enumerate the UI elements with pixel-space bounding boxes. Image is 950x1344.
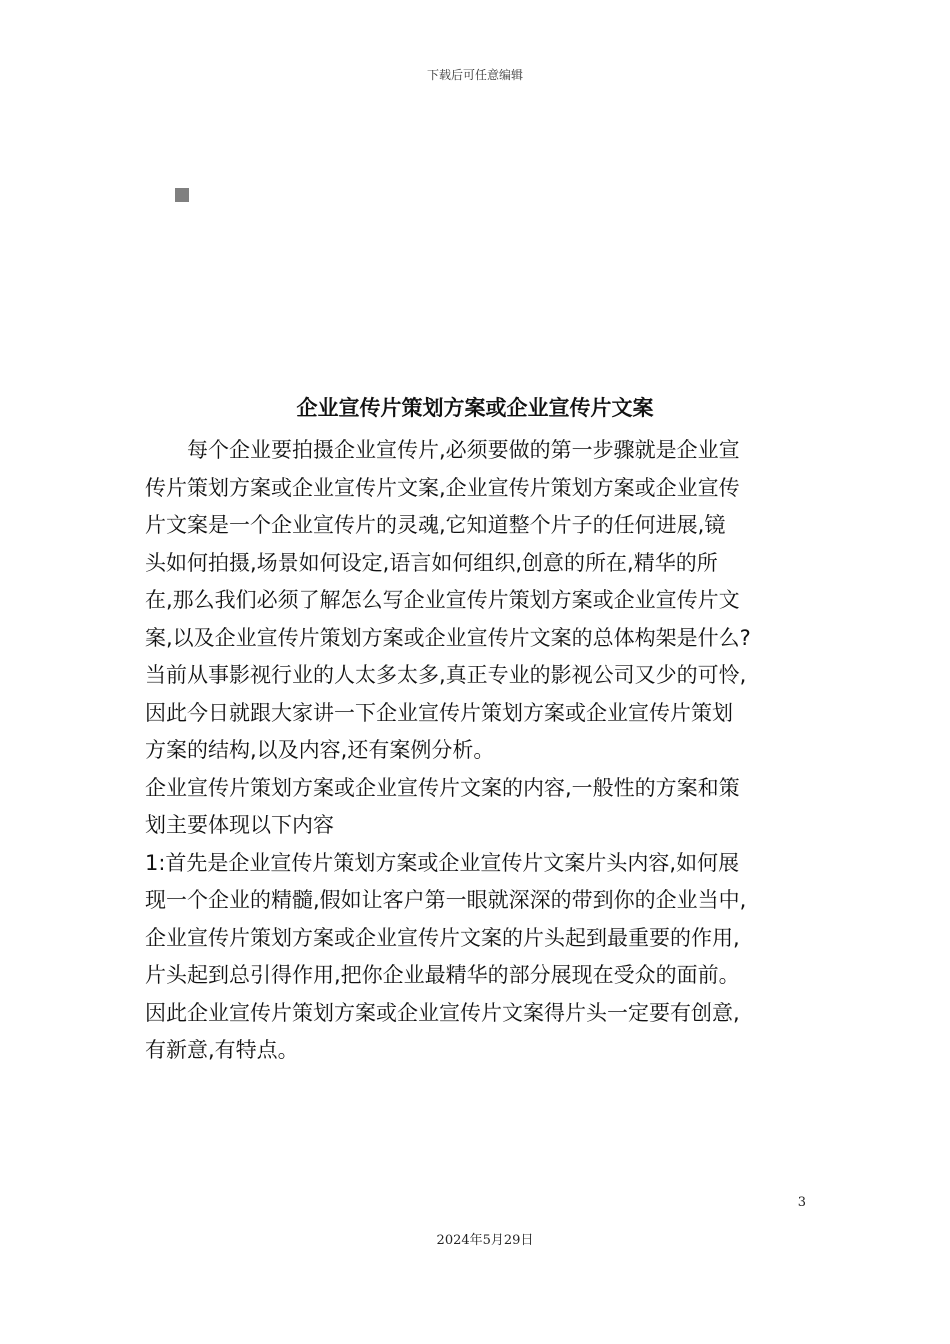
- text-line: 1:首先是企业宣传片策划方案或企业宣传片文案片头内容,如何展: [145, 850, 740, 875]
- text-line: 企业宣传片策划方案或企业宣传片文案的内容,一般性的方案和策: [145, 775, 740, 800]
- text-line: 案,以及企业宣传片策划方案或企业宣传片文案的总体构架是什么?: [145, 625, 751, 650]
- text-line: 片头起到总引得作用,把你企业最精华的部分展现在受众的面前。: [145, 963, 740, 987]
- text-line: 因此企业宣传片策划方案或企业宣传片文案得片头一定要有创意,: [145, 1000, 740, 1025]
- text-line: 因此今日就跟大家讲一下企业宣传片策划方案或企业宣传片策划: [145, 700, 733, 725]
- document-title: 企业宣传片策划方案或企业宣传片文案: [296, 396, 654, 420]
- header-note: 下载后可任意编辑: [426, 68, 523, 82]
- paragraph: [145, 845, 810, 1070]
- document-body: [145, 432, 810, 1070]
- text-line: 现一个企业的精髓,假如让客户第一眼就深深的带到你的企业当中,: [145, 888, 747, 912]
- text-line: 企业宣传片策划方案或企业宣传片文案的片头起到最重要的作用,: [145, 925, 740, 950]
- text-line: 片文案是一个企业宣传片的灵魂,它知道整个片子的任何进展,镜: [145, 513, 726, 537]
- text-line: 当前从事影视行业的人太多太多,真正专业的影视公司又少的可怜,: [145, 663, 747, 687]
- bullet-square-icon: [175, 188, 189, 202]
- text-line: 划主要体现以下内容: [145, 813, 334, 837]
- text-line: 方案的结构,以及内容,还有案例分析。: [145, 738, 495, 762]
- page-number: 3: [797, 1195, 806, 1210]
- text-line: 有新意,有特点。: [145, 1038, 299, 1062]
- text-line: 在,那么我们必须了解怎么写企业宣传片策划方案或企业宣传片文: [145, 588, 740, 612]
- text-line: 头如何拍摄,场景如何设定,语言如何组织,创意的所在,精华的所: [145, 550, 718, 575]
- text-line: 传片策划方案或企业宣传片文案,企业宣传片策划方案或企业宣传: [145, 475, 740, 500]
- footer-date: 2024年5月29日: [436, 1233, 534, 1248]
- text-line: 每个企业要拍摄企业宣传片,必须要做的第一步骤就是企业宣: [145, 438, 740, 462]
- paragraph: [145, 432, 810, 770]
- paragraph: [145, 770, 810, 845]
